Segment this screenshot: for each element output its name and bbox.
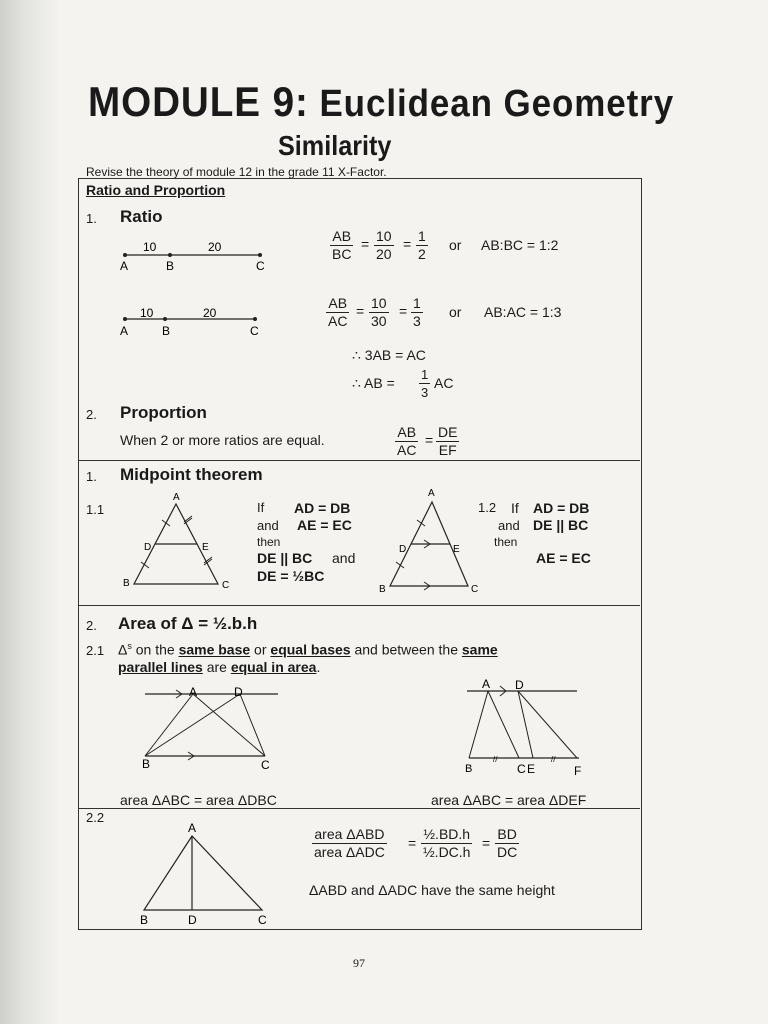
- divider-3: [78, 808, 640, 809]
- fraction-1-3: $\frac{1}{3}$: [413, 295, 421, 329]
- fraction-area-abd-adc: area ΔABD area ΔADC: [314, 826, 385, 860]
- section-heading-ratio-proportion: Ratio and Proportion: [86, 182, 226, 198]
- svg-text:E: E: [453, 544, 460, 555]
- module-title: MODULE 9: Euclidean Geometry: [88, 78, 675, 125]
- svg-text:B: B: [140, 913, 149, 927]
- equals-sign: =: [425, 432, 434, 448]
- midpoint-title: Midpoint theorem: [120, 465, 263, 484]
- area-number: 2.: [86, 618, 97, 633]
- svg-text:F: F: [574, 764, 582, 778]
- point-A: A: [120, 324, 129, 338]
- fraction-ab-bc: $\frac{AB}{BC}$: [332, 228, 352, 262]
- equals-sign: =: [482, 835, 491, 851]
- midpoint-triangle-1: [118, 488, 238, 592]
- ratio-title: Ratio: [120, 207, 163, 226]
- seg-label-10: 10: [143, 240, 157, 254]
- caption-area-abc-def: area ΔABC = area ΔDEF: [431, 792, 587, 808]
- ratio-line-2: [110, 304, 280, 340]
- case-1-2-cond1: AD = DB: [533, 500, 590, 516]
- svg-text:E: E: [202, 542, 209, 553]
- point-B: B: [162, 324, 171, 338]
- svg-text://: //: [551, 755, 556, 764]
- case-1-1-res2: DE = ½BC: [257, 568, 325, 584]
- fraction-half-bd-dc: $\frac{\text{½.BD.h}}{\text{½.DC.h}}$: [423, 826, 471, 860]
- height-triangle-figure: [130, 818, 280, 928]
- case-1-1-and2: and: [332, 550, 356, 566]
- svg-text://: //: [493, 755, 498, 764]
- seg-label-10: 10: [140, 306, 154, 320]
- svg-text:C: C: [517, 762, 526, 776]
- svg-text:C: C: [222, 580, 230, 591]
- svg-text:B: B: [123, 578, 130, 589]
- seg-label-20: 20: [208, 240, 222, 254]
- proportion-text: When 2 or more ratios are equal.: [120, 432, 325, 448]
- case-1-1-cond1: AD = DB: [294, 500, 351, 516]
- equals-sign: =: [356, 303, 365, 319]
- case-1-2-then: then: [494, 535, 518, 549]
- equal-area-figure-1: [130, 680, 290, 772]
- midpoint-triangle-2: [370, 482, 490, 594]
- fraction-10-20: $\frac{10}{20}$: [376, 228, 392, 262]
- svg-text:D: D: [515, 678, 524, 692]
- case-1-2-number: 1.2: [478, 500, 497, 515]
- svg-text:B: B: [142, 757, 151, 771]
- ratio-line-1: [110, 238, 280, 274]
- point-B: B: [166, 259, 175, 273]
- svg-text:B: B: [379, 584, 386, 594]
- equal-area-figure-2: [455, 674, 585, 778]
- subtitle: Similarity: [278, 130, 392, 161]
- divider-1: [78, 460, 640, 461]
- case-1-1-then: then: [257, 535, 281, 549]
- ratio-number: 1.: [86, 211, 97, 226]
- scan-edge: [0, 0, 60, 1024]
- fraction-bd-dc: $\frac{BD}{DC}$: [497, 826, 518, 860]
- svg-text:D: D: [399, 544, 407, 555]
- svg-text:A: A: [482, 677, 491, 691]
- seg-label-20: 20: [203, 306, 217, 320]
- case-1-1-and: and: [257, 518, 279, 533]
- equals-sign: =: [361, 236, 370, 252]
- svg-text:C: C: [471, 584, 479, 594]
- svg-text:A: A: [428, 488, 435, 499]
- therefore-3ab: ∴ 3AB = AC: [352, 347, 426, 363]
- revise-note: Revise the theory of module 12 in the grade 11 X-Factor.: [86, 165, 387, 179]
- case-1-1-res1: DE || BC: [257, 550, 313, 566]
- case-1-1-if: If: [257, 500, 265, 515]
- section-2-1-text: $\Delta^s$ on the same base or equal bases and between the same: [118, 641, 498, 658]
- section-2-1-number: 2.1: [86, 643, 105, 658]
- ratio-result-2: AB:AC = 1:3: [484, 304, 562, 320]
- section-2-2-number: 2.2: [86, 810, 105, 825]
- fraction-10-30: $\frac{10}{30}$: [371, 295, 387, 329]
- case-1-2-result: AE = EC: [536, 550, 591, 566]
- case-1-2-if: If: [511, 500, 519, 516]
- proportion-number: 2.: [86, 407, 97, 422]
- svg-text:A: A: [173, 492, 180, 503]
- equals-sign: =: [408, 835, 417, 851]
- caption-area-abc-dbc: area ΔABC = area ΔDBC: [120, 792, 277, 808]
- svg-text:D: D: [188, 913, 197, 927]
- svg-text:A: A: [189, 685, 198, 699]
- equals-sign: =: [399, 303, 408, 319]
- therefore-ac: AC: [434, 375, 454, 391]
- fraction-de-ef: $\frac{DE}{EF}$: [438, 424, 458, 458]
- case-1-1-cond2: AE = EC: [297, 517, 352, 533]
- point-A: A: [120, 259, 129, 273]
- fraction-1-2: $\frac{1}{2}$: [418, 228, 426, 262]
- fraction-ab-ac: $\frac{AB}{AC}$: [397, 424, 417, 458]
- fraction-one-third: $\frac{1}{3}$: [421, 367, 429, 400]
- case-1-1-number: 1.1: [86, 502, 105, 517]
- area-title: Area of Δ = ½.b.h: [118, 614, 258, 633]
- svg-text:A: A: [188, 821, 197, 835]
- svg-text:D: D: [144, 542, 152, 553]
- section-2-1-text-line2: parallel lines are equal in area.: [118, 659, 321, 675]
- page-number: 97: [353, 956, 365, 970]
- svg-text:D: D: [234, 685, 243, 699]
- svg-text:C: C: [258, 913, 267, 927]
- point-C: C: [256, 259, 265, 273]
- divider-2: [78, 605, 640, 606]
- proportion-title: Proportion: [120, 403, 207, 422]
- or-text: or: [449, 304, 462, 320]
- svg-text:E: E: [527, 762, 536, 776]
- svg-text:B: B: [465, 763, 473, 775]
- equals-sign: =: [403, 236, 412, 252]
- or-text: or: [449, 237, 462, 253]
- case-1-2-cond2: DE || BC: [533, 517, 589, 533]
- case-1-2-and: and: [498, 518, 520, 533]
- point-C: C: [250, 324, 259, 338]
- svg-text:C: C: [261, 758, 270, 772]
- ratio-result-1: AB:BC = 1:2: [481, 237, 559, 253]
- same-height-note: ΔABD and ΔADC have the same height: [309, 882, 555, 898]
- therefore-ab: ∴ AB =: [352, 375, 395, 391]
- midpoint-number: 1.: [86, 469, 97, 484]
- fraction-ab-ac: $\frac{AB}{AC}$: [328, 295, 348, 329]
